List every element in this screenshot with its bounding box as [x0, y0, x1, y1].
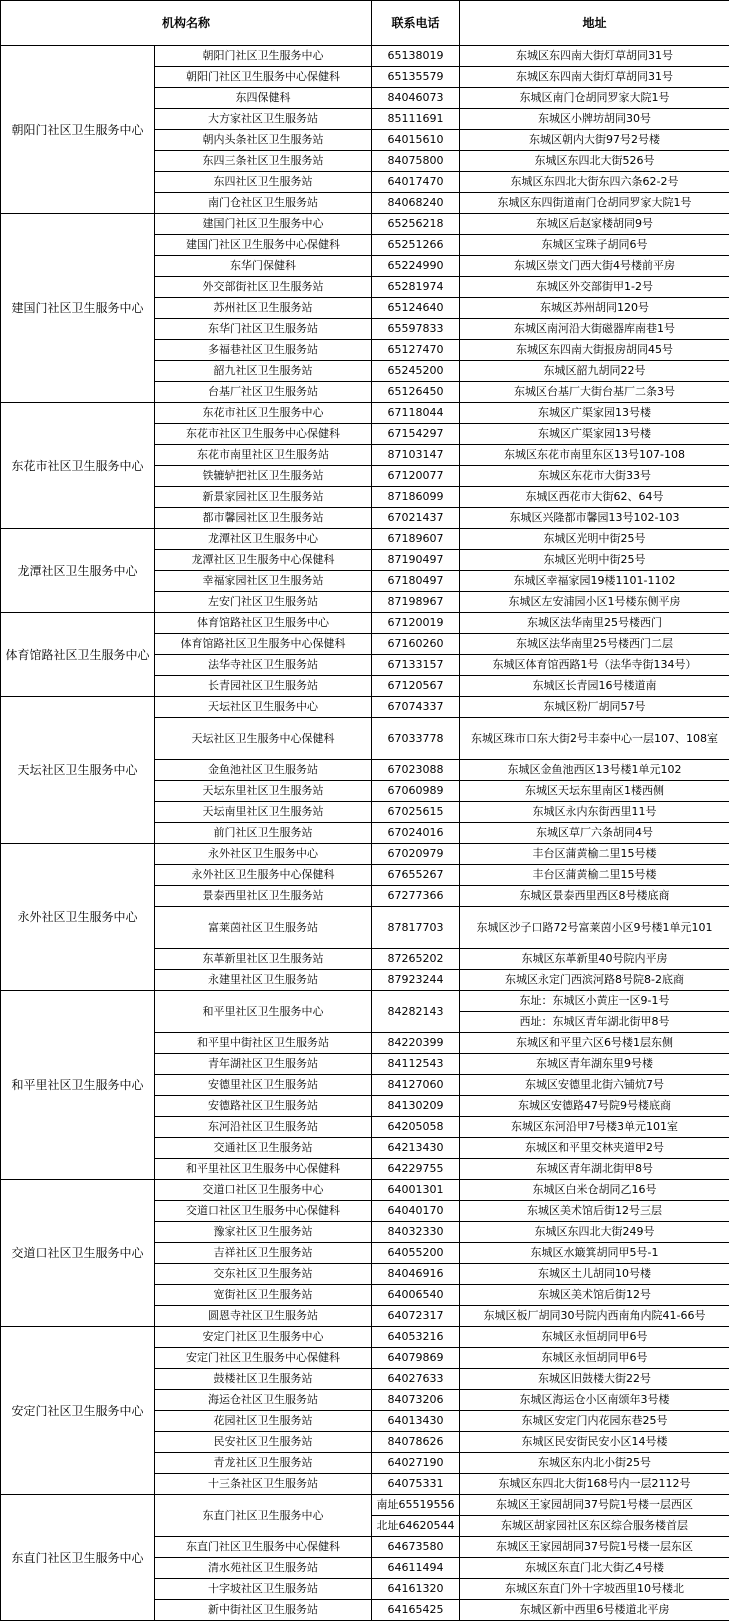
facility-name: 朝阳门社区卫生服务中心保健科: [155, 67, 372, 88]
phone-cell: 87198967: [372, 592, 460, 613]
address-cell: 东城区土儿胡同10号楼: [460, 1264, 729, 1285]
phone-cell: 84112543: [372, 1054, 460, 1075]
address-cell: 东城区东四北大街东四六条62-2号: [460, 172, 729, 193]
phone-cell: 84220399: [372, 1033, 460, 1054]
group-name: 交道口社区卫生服务中心: [1, 1180, 155, 1327]
address-cell: 东城区法华南里25号楼西门: [460, 613, 729, 634]
phone-cell: 南址65519556: [372, 1495, 460, 1516]
facility-name: 民安社区卫生服务站: [155, 1432, 372, 1453]
phone-cell: 67120019: [372, 613, 460, 634]
facility-name: 青龙社区卫生服务站: [155, 1453, 372, 1474]
address-cell: 东城区安德路47号院9号楼底商: [460, 1096, 729, 1117]
phone-cell: 65124640: [372, 298, 460, 319]
facility-name: 铁辘轳把社区卫生服务站: [155, 466, 372, 487]
facility-name: 新景家园社区卫生服务站: [155, 487, 372, 508]
address-cell: 东城区沙子口路72号富莱茵小区9号楼1单元101: [460, 907, 729, 949]
facility-name: 十三条社区卫生服务站: [155, 1474, 372, 1495]
address-cell: 东城区苏州胡同120号: [460, 298, 729, 319]
table-row: [1, 991, 729, 1012]
facility-name: 龙潭社区卫生服务中心保健科: [155, 550, 372, 571]
table-row: [1, 613, 729, 634]
phone-cell: 87817703: [372, 907, 460, 949]
facility-name: 青年湖社区卫生服务站: [155, 1054, 372, 1075]
address-cell: 东城区东四南大街灯草胡同31号: [460, 67, 729, 88]
facility-name: 东四保健科: [155, 88, 372, 109]
phone-cell: 64055200: [372, 1243, 460, 1264]
phone-cell: 64040170: [372, 1201, 460, 1222]
phone-cell: 64611494: [372, 1558, 460, 1579]
facility-name: 天坛社区卫生服务中心保健科: [155, 718, 372, 760]
address-cell: 东城区左安浦园小区1号楼东侧平房: [460, 592, 729, 613]
address-cell: 东城区崇文门西大街4号楼前平房: [460, 256, 729, 277]
phone-cell: 84078626: [372, 1432, 460, 1453]
phone-cell: 65126450: [372, 382, 460, 403]
address-cell: 东城区东花市大街33号: [460, 466, 729, 487]
address-cell: 东城区民安街民安小区14号楼: [460, 1432, 729, 1453]
phone-cell: 67021437: [372, 508, 460, 529]
facility-name: 多福巷社区卫生服务站: [155, 340, 372, 361]
group-name: 东花市社区卫生服务中心: [1, 403, 155, 529]
facility-name: 天坛南里社区卫生服务站: [155, 802, 372, 823]
facility-name: 韶九社区卫生服务站: [155, 361, 372, 382]
facility-name: 法华寺社区卫生服务站: [155, 655, 372, 676]
facility-name: 幸福家园社区卫生服务站: [155, 571, 372, 592]
phone-cell: 64017470: [372, 172, 460, 193]
address-cell: 东城区海运仓小区南颂年3号楼: [460, 1390, 729, 1411]
phone-cell: 85111691: [372, 109, 460, 130]
header-phone: 联系电话: [372, 1, 460, 46]
phone-cell: 87265202: [372, 949, 460, 970]
address-cell: 东城区光明中街25号: [460, 550, 729, 571]
address-cell: 东城区东直门北大街乙4号楼: [460, 1558, 729, 1579]
address-cell: 丰台区蒲黄榆二里15号楼: [460, 844, 729, 865]
phone-cell: 84130209: [372, 1096, 460, 1117]
facility-name: 东河沿社区卫生服务站: [155, 1117, 372, 1138]
facility-name: 苏州社区卫生服务站: [155, 298, 372, 319]
phone-cell: 67160260: [372, 634, 460, 655]
address-cell: 东城区东直门外十字坡西里10号楼北: [460, 1579, 729, 1600]
facility-name: 朝阳门社区卫生服务中心: [155, 46, 372, 67]
group-name: 永外社区卫生服务中心: [1, 844, 155, 991]
facility-name: 永外社区卫生服务中心: [155, 844, 372, 865]
address-cell: 东城区王家园胡同37号院1号楼一层东区: [460, 1537, 729, 1558]
address-cell: 东城区粉厂胡同57号: [460, 697, 729, 718]
address-cell: 东城区东四街道南门仓胡同罗家大院1号: [460, 193, 729, 214]
phone-cell: 67133157: [372, 655, 460, 676]
phone-cell: 64213430: [372, 1138, 460, 1159]
address-cell: 东城区新中西里6号楼道北平房: [460, 1600, 729, 1621]
facility-name: 十字坡社区卫生服务站: [155, 1579, 372, 1600]
address-cell: 东城区西花市大街62、64号: [460, 487, 729, 508]
address-cell: 东城区光明中街25号: [460, 529, 729, 550]
facility-name: 天坛东里社区卫生服务站: [155, 781, 372, 802]
phone-cell: 67189607: [372, 529, 460, 550]
address-cell: 东城区金鱼池西区13号楼1单元102: [460, 760, 729, 781]
address-cell: 东城区旧鼓楼大街22号: [460, 1369, 729, 1390]
facility-name: 景泰西里社区卫生服务站: [155, 886, 372, 907]
phone-cell: 北址64620544: [372, 1516, 460, 1537]
table-row: [1, 46, 729, 67]
phone-cell: 64075331: [372, 1474, 460, 1495]
address-cell: 东城区东四南大街报房胡同45号: [460, 340, 729, 361]
address-cell: 东城区美术馆后街12号: [460, 1285, 729, 1306]
address-cell: 东城区东河沿甲7号楼3单元101室: [460, 1117, 729, 1138]
address-cell: 东城区胡家园社区东区综合服务楼首层: [460, 1516, 729, 1537]
facility-name: 前门社区卫生服务站: [155, 823, 372, 844]
header-row: [1, 1, 729, 46]
phone-cell: 64205058: [372, 1117, 460, 1138]
address-cell: 东城区珠市口东大街2号丰泰中心一层107、108室: [460, 718, 729, 760]
phone-cell: 84046916: [372, 1264, 460, 1285]
address-cell: 东城区永恒胡同甲6号: [460, 1327, 729, 1348]
address-cell: 东城区兴隆都市馨园13号102-103: [460, 508, 729, 529]
address-cell: 东城区后赵家楼胡同9号: [460, 214, 729, 235]
address-cell: 东城区外交部街甲1-2号: [460, 277, 729, 298]
phone-cell: 64015610: [372, 130, 460, 151]
address-cell: 东城区王家园胡同37号院1号楼一层西区: [460, 1495, 729, 1516]
address-cell: 东城区东花市南里东区13号107-108: [460, 445, 729, 466]
phone-cell: 64027633: [372, 1369, 460, 1390]
address-cell: 西址：东城区青年湖北街甲8号: [460, 1012, 729, 1033]
facility-name: 长青园社区卫生服务站: [155, 676, 372, 697]
phone-cell: 67020979: [372, 844, 460, 865]
facility-name: 豫家社区卫生服务站: [155, 1222, 372, 1243]
table-row: [1, 1327, 729, 1348]
address-cell: 东城区朝内大街97号2号楼: [460, 130, 729, 151]
phone-cell: 65256218: [372, 214, 460, 235]
phone-cell: 67655267: [372, 865, 460, 886]
phone-cell: 64013430: [372, 1411, 460, 1432]
facility-name: 安定门社区卫生服务中心: [155, 1327, 372, 1348]
facility-name: 朝内头条社区卫生服务站: [155, 130, 372, 151]
phone-cell: 84032330: [372, 1222, 460, 1243]
header-name: 机构名称: [1, 1, 372, 46]
address-cell: 东址：东城区小黄庄一区9-1号: [460, 991, 729, 1012]
facility-name: 永外社区卫生服务中心保健科: [155, 865, 372, 886]
phone-cell: 67120567: [372, 676, 460, 697]
address-cell: 东城区东内北小街25号: [460, 1453, 729, 1474]
group-name: 天坛社区卫生服务中心: [1, 697, 155, 844]
facility-name: 交道口社区卫生服务中心: [155, 1180, 372, 1201]
facility-name: 富莱茵社区卫生服务站: [155, 907, 372, 949]
phone-cell: 65245200: [372, 361, 460, 382]
table-body: [1, 46, 729, 1621]
phone-cell: 67023088: [372, 760, 460, 781]
address-cell: 东城区天坛东里南区1楼西侧: [460, 781, 729, 802]
facility-name: 交东社区卫生服务站: [155, 1264, 372, 1285]
facility-name: 清水苑社区卫生服务站: [155, 1558, 372, 1579]
address-cell: 东城区板厂胡同30号院内西南角内院41-66号: [460, 1306, 729, 1327]
table-row: [1, 1495, 729, 1516]
facility-name: 交通社区卫生服务站: [155, 1138, 372, 1159]
group-name: 东直门社区卫生服务中心: [1, 1495, 155, 1621]
facility-name: 大方家社区卫生服务站: [155, 109, 372, 130]
address-cell: 东城区永内东街西里11号: [460, 802, 729, 823]
group-name: 龙潭社区卫生服务中心: [1, 529, 155, 613]
phone-cell: 84068240: [372, 193, 460, 214]
facility-name: 天坛社区卫生服务中心: [155, 697, 372, 718]
phone-cell: 67033778: [372, 718, 460, 760]
address-cell: 东城区景泰西里西区8号楼底商: [460, 886, 729, 907]
phone-cell: 64229755: [372, 1159, 460, 1180]
table-row: [1, 697, 729, 718]
address-cell: 东城区美术馆后街12号三层: [460, 1201, 729, 1222]
address-cell: 东城区法华南里25号楼西门二层: [460, 634, 729, 655]
phone-cell: 64053216: [372, 1327, 460, 1348]
address-cell: 东城区安德里北街六铺炕7号: [460, 1075, 729, 1096]
address-cell: 东城区长青园16号楼道南: [460, 676, 729, 697]
table-row: [1, 529, 729, 550]
phone-cell: 65597833: [372, 319, 460, 340]
phone-cell: 87190497: [372, 550, 460, 571]
phone-cell: 87923244: [372, 970, 460, 991]
facility-name: 东直门社区卫生服务中心: [155, 1495, 372, 1537]
facility-name: 体育馆路社区卫生服务中心: [155, 613, 372, 634]
phone-cell: 67120077: [372, 466, 460, 487]
facility-name: 东四三条社区卫生服务站: [155, 151, 372, 172]
facility-name: 建国门社区卫生服务中心: [155, 214, 372, 235]
address-cell: 东城区东四北大街526号: [460, 151, 729, 172]
phone-cell: 64079869: [372, 1348, 460, 1369]
phone-cell: 65224990: [372, 256, 460, 277]
address-cell: 东城区青年湖北街甲8号: [460, 1159, 729, 1180]
group-name: 和平里社区卫生服务中心: [1, 991, 155, 1180]
address-cell: 东城区永恒胡同甲6号: [460, 1348, 729, 1369]
address-cell: 东城区韶九胡同22号: [460, 361, 729, 382]
facility-name: 安定门社区卫生服务中心保健科: [155, 1348, 372, 1369]
address-cell: 东城区宝珠子胡同6号: [460, 235, 729, 256]
table-row: [1, 403, 729, 424]
facility-name: 台基厂社区卫生服务站: [155, 382, 372, 403]
facility-name: 东华门保健科: [155, 256, 372, 277]
phone-cell: 65127470: [372, 340, 460, 361]
phone-cell: 67154297: [372, 424, 460, 445]
phone-cell: 65135579: [372, 67, 460, 88]
group-name: 朝阳门社区卫生服务中心: [1, 46, 155, 214]
phone-cell: 64006540: [372, 1285, 460, 1306]
phone-cell: 84046073: [372, 88, 460, 109]
phone-cell: 67074337: [372, 697, 460, 718]
address-cell: 东城区小牌坊胡同30号: [460, 109, 729, 130]
facility-name: 南门仓社区卫生服务站: [155, 193, 372, 214]
address-cell: 东城区广渠家园13号楼: [460, 403, 729, 424]
address-cell: 东城区和平里六区6号楼1层东侧: [460, 1033, 729, 1054]
address-cell: 东城区安定门内花园东巷25号: [460, 1411, 729, 1432]
facility-name: 吉祥社区卫生服务站: [155, 1243, 372, 1264]
facility-name: 和平里中街社区卫生服务站: [155, 1033, 372, 1054]
phone-cell: 87186099: [372, 487, 460, 508]
phone-cell: 87103147: [372, 445, 460, 466]
address-cell: 东城区台基厂大街台基厂二条3号: [460, 382, 729, 403]
facility-name: 鼓楼社区卫生服务站: [155, 1369, 372, 1390]
facility-name: 安德路社区卫生服务站: [155, 1096, 372, 1117]
address-cell: 东城区幸福家园19楼1101-1102: [460, 571, 729, 592]
facility-name: 东花市社区卫生服务中心保健科: [155, 424, 372, 445]
facility-name: 左安门社区卫生服务站: [155, 592, 372, 613]
header-address: 地址: [460, 1, 729, 46]
table-row: [1, 214, 729, 235]
phone-cell: 84073206: [372, 1390, 460, 1411]
phone-cell: 67118044: [372, 403, 460, 424]
address-cell: 东城区水簸箕胡同甲5号-1: [460, 1243, 729, 1264]
facility-name: 海运仓社区卫生服务站: [155, 1390, 372, 1411]
facility-name: 交道口社区卫生服务中心保健科: [155, 1201, 372, 1222]
facility-name: 安德里社区卫生服务站: [155, 1075, 372, 1096]
phone-cell: 65251266: [372, 235, 460, 256]
group-name: 体育馆路社区卫生服务中心: [1, 613, 155, 697]
facility-name: 圆恩寺社区卫生服务站: [155, 1306, 372, 1327]
facility-name: 宽街社区卫生服务站: [155, 1285, 372, 1306]
facility-name: 东花市南里社区卫生服务站: [155, 445, 372, 466]
phone-cell: 64027190: [372, 1453, 460, 1474]
phone-cell: 67180497: [372, 571, 460, 592]
facility-name: 金鱼池社区卫生服务站: [155, 760, 372, 781]
phone-cell: 67277366: [372, 886, 460, 907]
phone-cell: 64001301: [372, 1180, 460, 1201]
phone-cell: 67060989: [372, 781, 460, 802]
phone-cell: 64072317: [372, 1306, 460, 1327]
address-cell: 东城区青年湖东里9号楼: [460, 1054, 729, 1075]
facility-name: 体育馆路社区卫生服务中心保健科: [155, 634, 372, 655]
phone-cell: 84127060: [372, 1075, 460, 1096]
address-cell: 东城区东四北大街249号: [460, 1222, 729, 1243]
facility-name: 东直门社区卫生服务中心保健科: [155, 1537, 372, 1558]
phone-cell: 67025615: [372, 802, 460, 823]
facility-name: 和平里社区卫生服务中心保健科: [155, 1159, 372, 1180]
facility-name: 外交部街社区卫生服务站: [155, 277, 372, 298]
facility-name: 永建里社区卫生服务站: [155, 970, 372, 991]
address-cell: 东城区永定门西滨河路8号院8-2底商: [460, 970, 729, 991]
facility-name: 花园社区卫生服务站: [155, 1411, 372, 1432]
address-cell: 东城区南河沿大街磁器库南巷1号: [460, 319, 729, 340]
phone-cell: 84075800: [372, 151, 460, 172]
table-row: [1, 844, 729, 865]
facility-name: 和平里社区卫生服务中心: [155, 991, 372, 1033]
facility-name: 东花市社区卫生服务中心: [155, 403, 372, 424]
phone-cell: 84282143: [372, 991, 460, 1033]
phone-cell: 67024016: [372, 823, 460, 844]
table-row: [1, 1180, 729, 1201]
address-cell: 东城区南门仓胡同罗家大院1号: [460, 88, 729, 109]
facility-name: 都市馨园社区卫生服务站: [155, 508, 372, 529]
phone-cell: 64673580: [372, 1537, 460, 1558]
phone-cell: 65138019: [372, 46, 460, 67]
facility-name: 新中街社区卫生服务站: [155, 1600, 372, 1621]
address-cell: 东城区广渠家园13号楼: [460, 424, 729, 445]
phone-cell: 64161320: [372, 1579, 460, 1600]
phone-cell: 65281974: [372, 277, 460, 298]
facility-name: 东革新里社区卫生服务站: [155, 949, 372, 970]
facility-name: 龙潭社区卫生服务中心: [155, 529, 372, 550]
address-cell: 丰台区蒲黄榆二里15号楼: [460, 865, 729, 886]
address-cell: 东城区体育馆西路1号（法华寺街134号）: [460, 655, 729, 676]
group-name: 安定门社区卫生服务中心: [1, 1327, 155, 1495]
facility-name: 东四社区卫生服务站: [155, 172, 372, 193]
phone-cell: 64165425: [372, 1600, 460, 1621]
facility-name: 建国门社区卫生服务中心保健科: [155, 235, 372, 256]
address-cell: 东城区和平里交林夹道甲2号: [460, 1138, 729, 1159]
address-cell: 东城区东革新里40号院内平房: [460, 949, 729, 970]
facility-name: 东华门社区卫生服务站: [155, 319, 372, 340]
address-cell: 东城区草厂六条胡同4号: [460, 823, 729, 844]
address-cell: 东城区东四北大街168号内一层2112号: [460, 1474, 729, 1495]
address-cell: 东城区白米仓胡同乙16号: [460, 1180, 729, 1201]
group-name: 建国门社区卫生服务中心: [1, 214, 155, 403]
address-cell: 东城区东四南大街灯草胡同31号: [460, 46, 729, 67]
